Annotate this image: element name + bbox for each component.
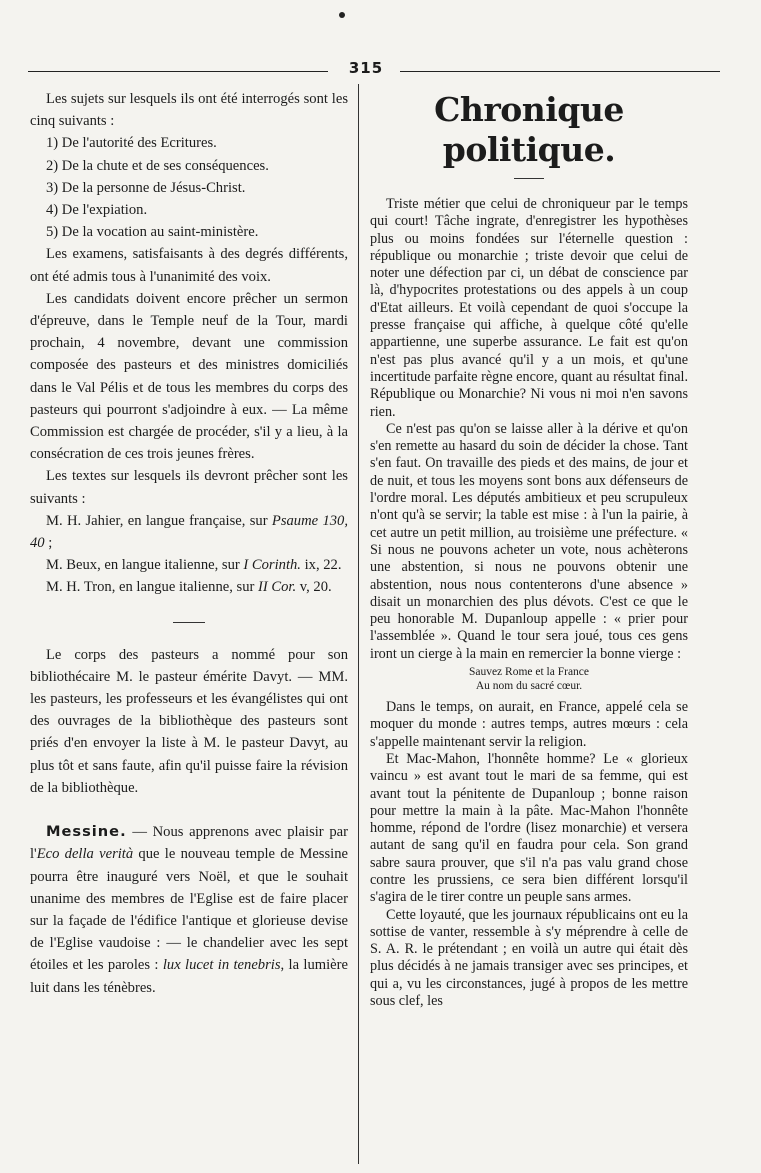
subject-item: 5) De la vocation au saint-ministère. <box>46 224 259 241</box>
ink-dot <box>339 12 345 18</box>
library-paragraph: Le corps des pasteurs a nommé pour son bibliothécaire M. le pasteur émérite Davyt. — MM. les pasteurs, les professeurs et les évangélistes qui ont des ouvrages de la bibliothèque des pasteurs sont priés d'en envoyer la liste à M. le pasteur Davyt, au plus tôt et sans faute, afin qu'il puisse faire la révision de la bibliothèque. <box>30 646 348 796</box>
exams-paragraph: Les examens, satisfaisants à des degrés différents, ont été admis tous à l'unanimité des voix. <box>30 246 348 285</box>
column-divider <box>358 84 359 1164</box>
messine-paragraph: Messine. — Nous apprenons avec plaisir par l'Eco della verità que le nouveau temple de Messine pourra être inauguré vers Noël, et que le souhait unanime des membres de l'Eglise est de faire placer sur la façade de l'édifice l'antique et glorieuse devise de l'Eglise vaudoise : — le chandelier avec les sept étoiles et les paroles : lux lucet in tenebris, la lumière luit dans les ténèbres. <box>30 823 348 996</box>
header-rule-right <box>400 71 720 72</box>
verse-quote: Sauvez Rome et la France Au nom du sacré cœur. <box>468 666 590 693</box>
text-tron: M. H. Tron, en langue italienne, sur II Cor. v, 20. <box>46 579 332 596</box>
text-jahier: M. H. Jahier, en langue française, sur Psaume 130, 40 ; <box>30 512 348 552</box>
section-separator <box>173 622 205 623</box>
chronicle-paragraph: Dans le temps, on aurait, en France, appelé cela se moquer du monde : autres temps, autres mœurs : cela s'appelle maintenant servir la religion. <box>370 699 688 750</box>
subject-item: 1) De l'autorité des Ecritures. <box>46 135 217 152</box>
text-beux: M. Beux, en langue italienne, sur I Corinth. ix, 22. <box>46 557 342 574</box>
left-column <box>30 88 348 999</box>
subject-item: 4) De l'expiation. <box>46 202 148 219</box>
right-column <box>370 88 688 1010</box>
page-header <box>28 59 730 80</box>
chronicle-paragraph: Cette loyauté, que les journaux républicains ont eu la sottise de vanter, ressemble à s'y méprendre à celle de S. A. R. le prétendant ; en voilà un autre qui était dès plus décidés à ne jamais transiger avec ses principes, et qui a, vu les circonstances, jugé à propos de les mettre sous clef, les <box>370 906 688 1010</box>
chronicle-paragraph: Et Mac-Mahon, l'honnête homme? Le « glorieux vaincu » est avant tout le mari de sa femme, qui est avant tout la pénitente de Dupanloup ; bonne raison pour mettre la main à la pâte. Mac-Mahon l'honnête homme, répond de l'ordre (lisez monarchie) et versera autant de sang qu'il en faudra pour cela. Son grand sabre saura prouver, que s'il n'a pas valu grand chose contre les prussiens, ce sera bien différent lorsqu'il s'agira de le tirer contre un peuple sans armes. <box>370 750 688 906</box>
messine-heading: Messine. <box>46 823 127 841</box>
page-number: 315 <box>348 59 384 77</box>
section-title: Chronique politique. <box>434 90 624 169</box>
header-rule-left <box>28 71 328 72</box>
subject-item: 2) De la chute et de ses conséquences. <box>46 157 269 174</box>
candidates-paragraph: Les candidats doivent encore prêcher un sermon d'épreuve, dans le Temple neuf de la Tour, mardi prochain, 4 novembre, devant une commission composée des pasteurs et des ministres domiciliés dans le Val Pélis et de tous les membres du corps des pasteurs qui pourront s'adjoindre à eux. — La même Commission est chargée de procéder, s'il y a lieu, à la consécration de ces trois jeunes frères. <box>30 290 348 463</box>
texts-intro: Les textes sur lesquels ils devront prêcher sont les suivants : <box>30 468 348 507</box>
chronicle-paragraph: Ce n'est pas qu'on se laisse aller à la dérive et qu'on s'en remette au hasard du soin de décider la chose. Tant s'en faut. On travaille des pieds et des mains, de jour et de nuit, et tous les moyens sont bons aux défenseurs de l'ordre moral. Les députés ambitieux et peu scrupuleux n'ont qu'à se servir; la table est mise : à l'un la pairie, à cet autre un petit million, au troisième une préfecture. « Si nous ne pouvons acheter un vote, nous achèterons une abstention, si nous ne pouvons obtenir une abstention, nous nous contenterons d'une absence » disait un monarchien des plus dévots. C'est ce que le peu honorable M. Dupanloup appelle : « prier pour l'assemblée ». Quand le tour sera joué, tous ces gens iront un cierge à la main en remercier la bonne vierge : <box>370 420 688 662</box>
title-separator <box>514 178 544 179</box>
subject-item: 3) De la personne de Jésus-Christ. <box>46 179 246 196</box>
subjects-intro: Les sujets sur lesquels ils ont été interrogés sont les cinq suivants : <box>30 91 348 130</box>
chronicle-paragraph: Triste métier que celui de chroniqueur par le temps qui court! Tâche ingrate, d'enregistrer les hypothèses plus ou moins fondées sur l'éternelle question : république ou monarchie ; triste devoir que celui de noter une défection par ci, un débat de conscience par là, d'hypocrites protestations ou des appels à un coup d'Etat ailleurs. Et voilà cependant de quoi s'occupe la presse française qui affiche, à quelque côté qu'elle appartienne, une superbe assurance. Le fait est qu'on n'est pas plus avancé qu'il y a un mois, et qu'une incertitude parfaite règne encore, quant au résultat final. République ou Monarchie? Ni vous ni moi n'en savons rien. <box>370 196 688 420</box>
